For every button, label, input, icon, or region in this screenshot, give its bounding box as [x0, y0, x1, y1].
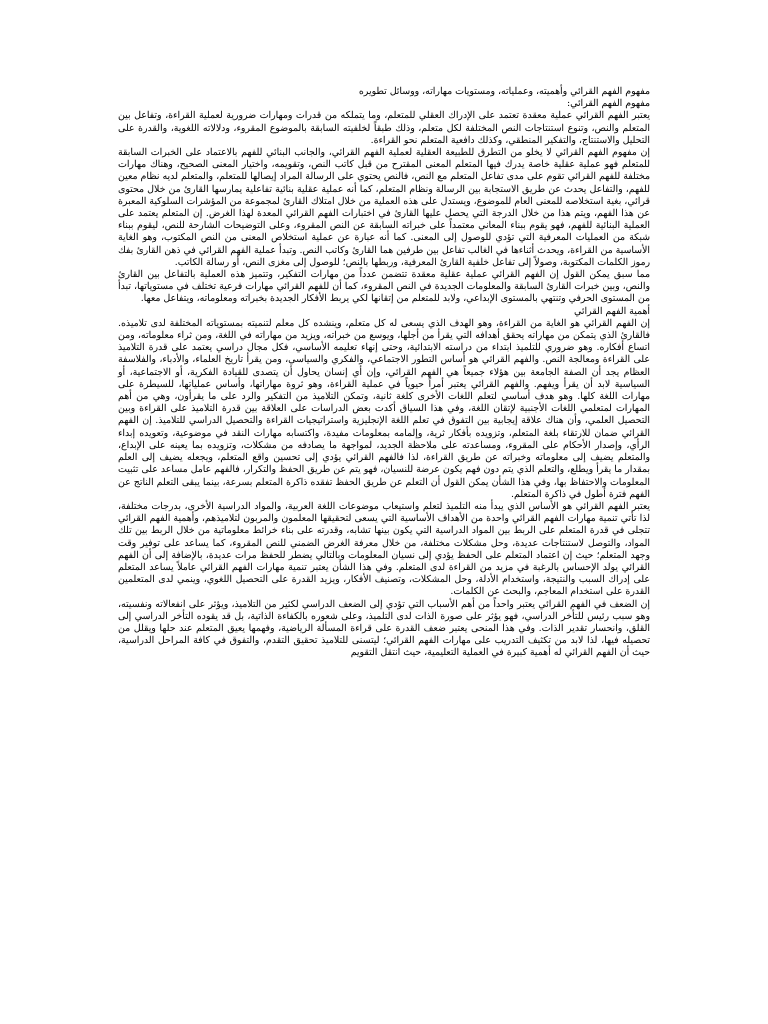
- document-title: مفهوم الفهم القرائي وأهميته، وعملياته، ومستويات مهاراته، ووسائل تطويره: [358, 86, 650, 97]
- paragraph: إن الضعف في الفهم القرائي يعتبر واحداً من أهم الأسباب التي تؤدي إلى الضعف الدراسي لكثير من التلاميذ، ويؤثر على انفعالاته ونفسيته، وهو سبب رئيس للتأخر الدراسي، فهو يؤثر على صورة الذات لدى التلميذ، وعلى شعوره بالكفاءة الذاتية، بل قد يقوده التأخر الدراسي إلى القلق، وانحسار تقدير الذات. وفي هذا المنحى يعتبر ضعف القدرة على قراءة المسألة الرياضية، وفهمها يعيق المتعلم عند حلها ويقلل من تحصيله فيها، لذا لابد من تكثيف التدريب على مهارات الفهم القرائي؛ ليتسنى للتلاميذ تحقيق التقدم، والتفوق في كافة المراحل الدراسية، حيث أن الفهم القرائي له أهمية كبيرة في العملية التعليمية، حيث انتقل التقويم: [118, 598, 650, 659]
- paragraph: يعتبر الفهم القرائي عملية معقدة تعتمد على الإدراك العقلي للمتعلم، وما يتملكه من قدرات ومهارات ضرورية لعملية القراءة، وتفاعل بين المتعلم والنص، وتنوع استنتاجات النص المختلفة لكل متعلم، وذلك طبقاً لخلفيته السابقة بالموضوع المقروء، ودلالاته اللغوية، والقدرة على التحليل والاستنتاج، والتفكير المنطقي، وكذلك دافعية المتعلم نحو القراءة.: [118, 110, 650, 146]
- paragraph: إن الفهم القرائي هو الغاية من القراءة، وهو الهدف الذي يسعى له كل متعلم، وينشده كل معلم لتنميته بمستوياته المختلفة لدى تلاميذه. فالقارئ الذي يتمكن من مهاراته يحقق أهدافه التي يقرأ من أجلها، ويوسع من خبراته، ويزيد من مهاراته في اللغة، ومن ثراء معلوماته، ومن اتساع أفكاره. وهو ضروري للتلميذ ابتداء من دراسته الابتدائية، وحتى إنهاء تعليمه الأساسي، فكل مجال دراسي يعتمد على قدرة التلاميذ على القراءة ومعالجة النص. والفهم القرائي هو أساس التطور الاجتماعي، والفكري والسياسي، ومن يقرأ تاريخ العلماء، والأدباء، والفلاسفة العظام يجد أن الصفة الجامعة بين هؤلاء جميعاً هي الفهم القرائي، وإن أي إنسان يحاول أن يتصدى للقيادة الفكرية، أو الاجتماعية، أو السياسية لابد أن يقرأ ويفهم. والفهم القرائي يعتبر أمراً حيوياً في عملية القراءة، وهو ثروة مهاراتها، وأساس عملياتها، للسيطرة على مهارات اللغة كلها. وهو هدف أساسي لتعلم اللغات الأخرى كلغة ثانية، وتمكن التلاميذ من التفكير والرد على ما يقرأون، وهي من أهم المهارات لمتعلمي اللغات الأجنبية لإتقان اللغة، وفي هذا السياق أكدت بعض الدراسات على العلاقة بين قدرة التلاميذ على القراءة وبين التحصيل العلمي، وأن هناك علاقة إيجابية بين التفوق في تعلم اللغة الإنجليزية واستراتيجيات القراءة والتحصيل الدراسي للتلاميذ. إن الفهم القرائي ضمان للارتقاء بلغة المتعلم، وتزويده بأفكار ثرية، وإلمامه بمعلومات مفيدة، واكتسابه مهارات النقد في موضوعية، وتعويده إبداء الرأي، وإصدار الأحكام على المقروء، ومساعدته على ملاحظة الجديد، لمواجهة ما يصادفه من مشكلات، وتزويده بما يعينه على الإبداع، والمتعلم يضيف إلى معلوماته وخبراته عن طريق القراءة، لذا فالفهم القرائي يؤدي إلى تحسين واقع المتعلم، ويجعله يضيف إلى العلم بمقدار ما يقرأ ويطلع، والتعلم الذي يتم دون فهم يكون عرضة للنسيان، فهو يتم عن طريق الحفظ والتكرار، فالفهم عامل مساعد على تثبيت المعلومات والاحتفاظ بها، وفي هذا الشأن يمكن القول أن التعلم عن طريق الحفظ تفقده ذاكرة المتعلم بسرعة، بينما يبقى التعلم الناتج عن الفهم فترة أطول في ذاكرة المتعلم.: [118, 317, 650, 500]
- section-heading-concept: مفهوم الفهم القرائي:: [566, 98, 650, 110]
- paragraph: يعتبر الفهم القرائي هو الأساس الذي يبدأ منه التلميذ لتعلم واستيعاب موضوعات اللغة العربية، والمواد الدراسية الأخرى، بدرجات مختلفة، لذا تأتي تنمية مهارات الفهم القرائي واحدة من الأهداف الأساسية التي يسعى لتحقيقها المعلمون والمربون لتلاميذهم، وأهمية الفهم القرائي تتجلى في قدرة المتعلم على الربط بين المواد الدراسية التي يكون بينها تشابه، وقدرته على بناء خرائط معلوماتية من خلال الربط بين تلك المواد، والتوصل لاستنتاجات عديدة، وحل مشكلات مختلفة، من خلال معرفة الغرض الضمني للنص المقروء، كما يساعد على توفير وقت وجهد المتعلم؛ حيث إن اعتماد المتعلم على الحفظ يؤدي إلى نسيان المعلومات وبالتالي يضطر للحفظ مرات عديدة، بالإضافة إلى أن الفهم القرائي يولد الإحساس بالرغبة في مزيد من القراءة لدى المتعلم. وفي هذا الشأن يعتبر تنمية مهارات الفهم القرائي عاملاً يساعد المتعلم على إدراك السبب والنتيجة، واستخدام الأدلة، وحل المشكلات، وتصنيف الأفكار، ويزيد القدرة على التحصيل اللغوي، وينمي لدى المتعلمين القدرة على استخدام المعاجم، والبحث عن الكلمات.: [118, 500, 650, 598]
- paragraph: إن مفهوم الفهم القرائي لا يخلو من التطرق للطبيعة العقلية لعملية الفهم القرائي، والجانب البنائي للفهم بالاعتماد على الخبرات السابقة للمتعلم فهو عملية عقلية خاصة يدرك فيها المتعلم المعنى المقترح من قبل كاتب النص، وتقويمه، واختيار المعنى الصحيح، وهناك مهارات مختلفة للفهم القرائي تقوم على مدى تفاعل المتعلم مع النص، فالنص يحتوي على الرسالة المراد إيصالها للمتعلم، والمتعلم لديه نظام معين للفهم، والتفاعل يحدث عن طريق الاستجابة بين الرسالة ونظام المتعلم، كما أنه عملية عقلية بنائية تفاعلية يمارسها القارئ من خلال محتوى قرائي، بغية استخلاصه للمعنى العام للموضوع، ويستدل على هذه العملية من خلال امتلاك القارئ لمجموعة من المؤشرات السلوكية المعبرة عن هذا الفهم، ويتم هذا من خلال الدرجة التي يحصل عليها القارئ في اختبارات الفهم القرائي المعدة لهذا الغرض. إن المتعلم يعتمد على العملية البنائية للفهم، فهو يقوم ببناء المعاني معتمداً على خبراته السابقة عن النص المقروء، وعلى التوضيحات الشارحة للنص، ليقوم ببناء شبكة من العمليات المعرفية التي تؤدي للوصول إلى المعنى. كما أنه عبارة عن عملية استخلاص المعنى من النص المكتوب، وهو الغاية الأساسية من القراءة، ويحدث أثناءها في الغالب تفاعل بين طرفين هما القارئ وكاتب النص. وتبدأ عملية الفهم القرائي في ذهن القارئ بفك رموز الكلمات المكتوبة، وصولاً إلى تفاعل خلفية القارئ المعرفية، وربطها بالنص؛ للوصول إلى مغزى النص، أو رسالة الكاتب.: [118, 147, 650, 268]
- section-heading-importance: أهمية الفهم القرائي: [574, 305, 650, 317]
- paragraph: مما سبق يمكن القول إن الفهم القرائي عملية عقلية معقدة تتضمن عدداً من مهارات التفكير، وتتميز هذه العملية بالتفاعل بين القارئ والنص، وبين خبرات القارئ السابقة والمعلومات الجديدة في النص المقروء، كما أن للفهم القرائي مهارات فرعية تختلف في مستوياتها، تبدأ من المستوى الحرفي وتنتهي بالمستوى الإبداعي، ولابد للمتعلم من إتقانها لكي يربط الأفكار الجديدة بخبراته ومعلوماته، ويتفاعل معها.: [118, 269, 650, 305]
